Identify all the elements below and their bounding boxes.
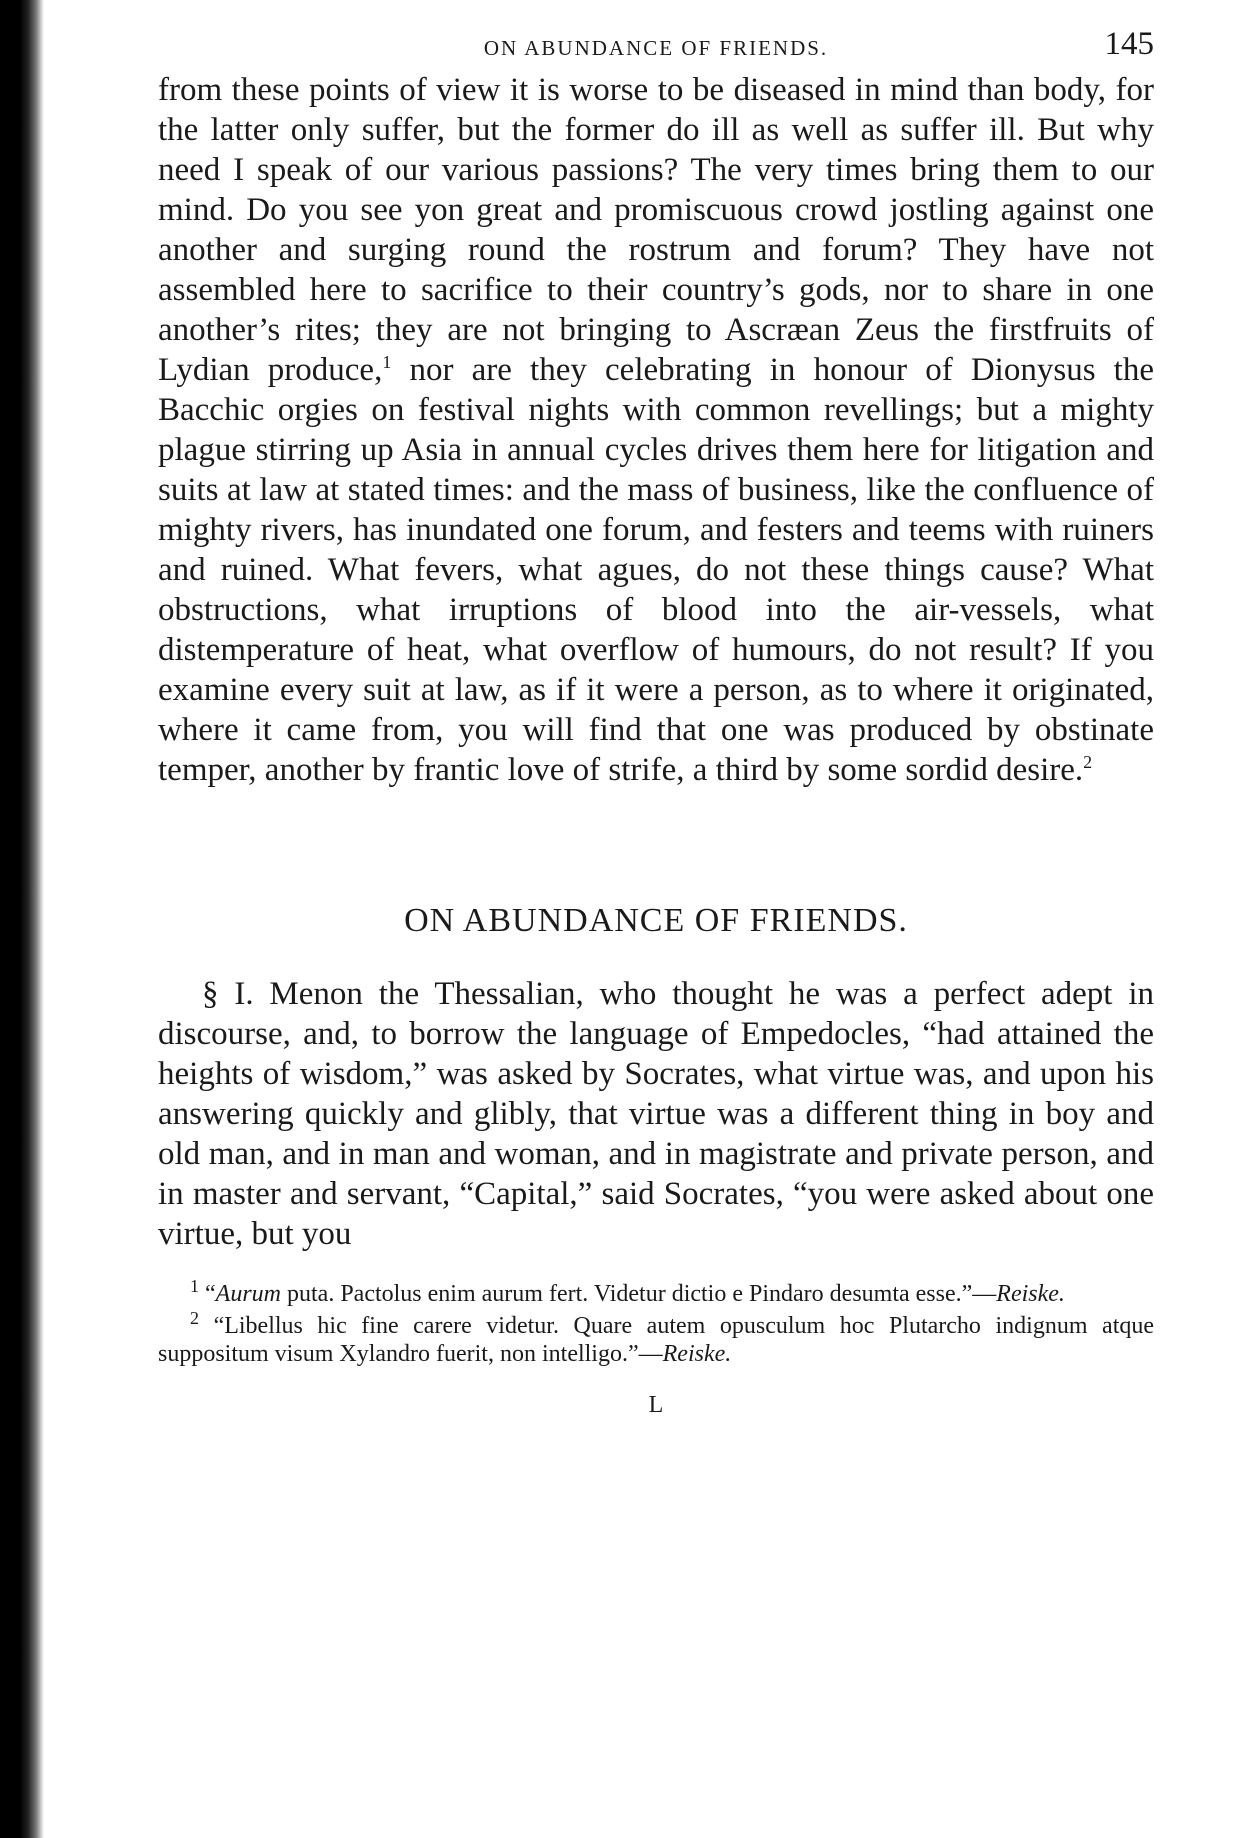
footnote-ref-1: 1 bbox=[382, 352, 392, 372]
running-head bbox=[158, 20, 1154, 70]
footnote-2: $^2$ “Libellus hic fine carere videtur. Quare autem opusculum hoc Plutarcho indignum atque suppositum visum Xylandro fuerit, non intelligo.”—Reiske. bbox=[158, 1308, 1155, 1367]
section-body bbox=[158, 974, 1154, 1254]
section-paragraph: § I. Menon the Thessalian, who thought he was a perfect adept in discourse, and, to borrow the language of Empedocles, “had attained the heights of wisdom,” was asked by Socrates, what virtue was, and upon his answering quickly and glibly, that virtue was a different thing in boy and old man, and in man and woman, and in magistrate and private person, and in master and servant, “Capital,” said Socrates, “you were asked about one virtue, but you bbox=[158, 976, 1154, 1252]
footnotes bbox=[158, 1276, 1155, 1368]
binding-edge bbox=[0, 0, 44, 1838]
footnote-number: 2 bbox=[190, 1308, 199, 1328]
footnote-ref-2: 2 bbox=[1083, 752, 1093, 772]
footnote-number: 1 bbox=[190, 1276, 199, 1296]
section-title: ON ABUNDANCE OF FRIENDS. bbox=[404, 902, 908, 939]
running-title: ON ABUNDANCE OF FRIENDS. bbox=[483, 36, 829, 60]
signature-mark: L bbox=[648, 1392, 664, 1418]
page-number: 145 bbox=[1104, 26, 1154, 62]
footnote-text: puta. Pactolus enim aurum fert. Videtur dictio e Pindaro desumta esse.”— bbox=[281, 1281, 997, 1307]
footnote-source: Reiske. bbox=[996, 1281, 1065, 1307]
footnote-source: Reiske. bbox=[662, 1341, 732, 1367]
continuation-text: from these points of view it is worse to be diseased in mind than body, for the latter only suffer, but the former do ill as well as suffer ill. But why need I speak of our various passions? The very times bring them to our mind. Do you see yon great and promiscuous crowd jostling against one another and surging round the rostrum and forum? They have not assembled here to sacrifice to their country’s gods, nor to share in one another’s rites; they are not bringing to Ascræan Zeus the firstfruits of Lydian produce, bbox=[158, 72, 1154, 388]
footnote-italic: Aurum bbox=[215, 1281, 281, 1307]
continuation-paragraph bbox=[158, 70, 1154, 790]
footnote-text: Libellus hic fine carere videtur. Quare autem opusculum hoc Plutarcho indignum atque suppositum visum Xylandro fuerit, non intelligo.”— bbox=[158, 1313, 1155, 1367]
continuation-text-2: nor are they celebrating in honour of Dionysus the Bacchic orgies on festival nights with common revellings; but a mighty plague stirring up Asia in annual cycles drives them here for litigation and suits at law at stated times: and the mass of business, like the confluence of mighty rivers, has inundated one forum, and festers and teems with ruiners and ruined. What fevers, what agues, do not these things cause? What obstructions, what irruptions of blood into the air-vessels, what distemperature of heat, what overflow of humours, do not result? If you examine every suit at law, as if it were a person, as to where it originated, where it came from, you will find that one was produced by obstinate temper, another by frantic love of strife, a third by some sordid desire. bbox=[158, 352, 1154, 788]
footnote-1: $^1$ “Aurum puta. Pactolus enim aurum fert. Videtur dictio e Pindaro desumta esse.”—Reiske. bbox=[190, 1276, 1065, 1307]
page bbox=[158, 20, 1154, 1419]
